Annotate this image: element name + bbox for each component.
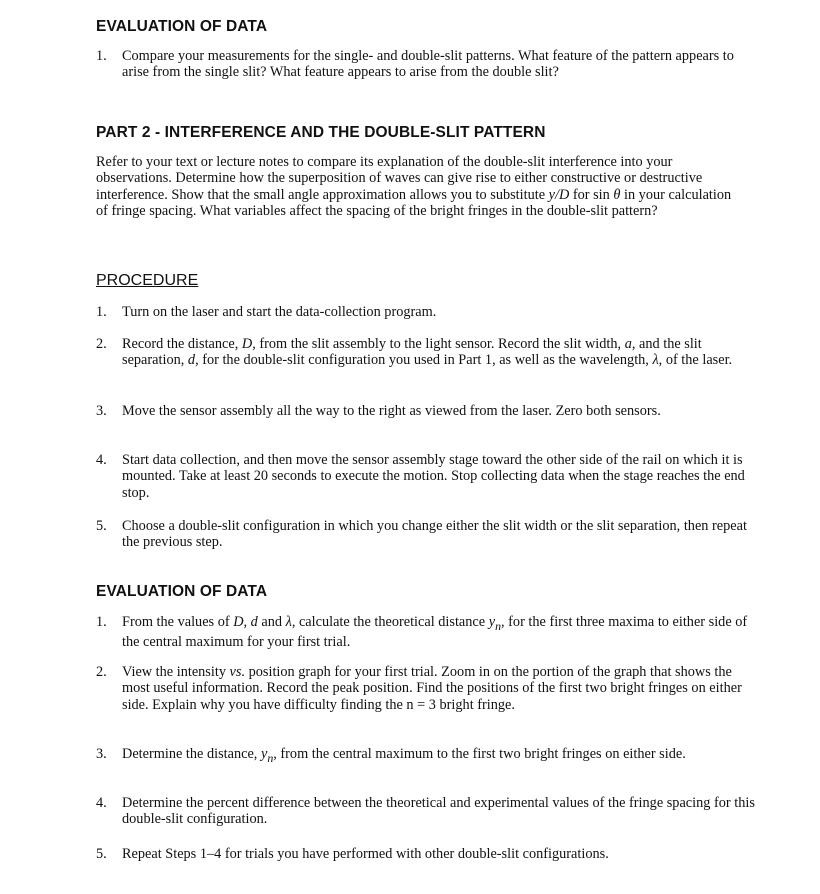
eval2-item-3 — [96, 746, 756, 766]
text-fragment: Record the distance, — [122, 336, 242, 352]
list-number: 3. — [96, 746, 107, 762]
list-number: 1. — [96, 304, 107, 320]
list-text: Compare your measurements for the single- and double-slit patterns. What feature of the pattern appears to arise from the single slit? What feature appears to arise from the double slit? — [122, 48, 734, 81]
list-text: Choose a double-slit configuration in which you change either the slit width or the slit separation, then repeat the previous step. — [122, 518, 747, 551]
text-fragment: From the values of — [122, 614, 234, 630]
part2-text-a: Refer to your text or lecture notes to compare its explanation of the double-slit interference into your observations. Determine how the superposition of waves can give rise to either constructive or destructive interference. Show that the small angle approximation allows you to substitute — [96, 154, 703, 203]
text-fragment: , for the double-slit configuration you used in Part 1, as well as the wavelength, — [195, 352, 653, 369]
text-fragment: , calculate the theoretical distance — [291, 614, 489, 630]
list-number: 1. — [96, 48, 107, 64]
list-number: 2. — [96, 664, 107, 680]
text-fragment: and — [257, 614, 286, 630]
var-D: D — [241, 336, 253, 352]
list-text — [122, 336, 756, 369]
section-heading-procedure: PROCEDURE — [96, 272, 199, 289]
var-d: d — [187, 352, 196, 369]
part2-text-b: for sin — [569, 186, 614, 203]
part2-paragraph — [96, 154, 746, 219]
text-fragment: Determine the distance, — [122, 746, 261, 762]
list-text: Start data collection, and then move the sensor assembly stage toward the other side of the rail on which it is mounted. Take at least 20 seconds to execute the motion. Stop collecting data when the stage reaches the end stop. — [122, 452, 745, 501]
var-y: y — [260, 746, 268, 762]
text-fragment: , of the laser. — [658, 352, 733, 369]
list-text: Determine the percent difference between the theoretical and experimental values of the fringe spacing for this double-slit configuration. — [122, 795, 755, 828]
var-lambda: λ — [285, 614, 292, 630]
part2-text-c: in your calculation of fringe spacing. What variables affect the spacing of the bright fringes in the double-slit pattern? — [96, 186, 732, 219]
procedure-item-3 — [96, 403, 756, 419]
eval2-item-5 — [96, 846, 756, 862]
text-fragment: , for the first three maxima to either side of the central maximum for your first trial. — [122, 614, 748, 651]
list-text: Move the sensor assembly all the way to the right as viewed from the laser. Zero both sensors. — [122, 403, 661, 419]
var-y: y — [488, 614, 496, 630]
list-number: 5. — [96, 846, 107, 862]
var-lambda: λ — [652, 352, 659, 369]
text-fragment: View the intensity — [122, 664, 230, 680]
var-n: n — [267, 750, 274, 765]
procedure-item-1 — [96, 304, 756, 320]
list-number: 1. — [96, 614, 107, 630]
var-D-d: D, d — [233, 614, 258, 630]
procedure-item-2 — [96, 336, 756, 369]
text-fragment: , and the slit separation, — [122, 336, 702, 369]
procedure-item-4 — [96, 452, 756, 501]
list-number: 2. — [96, 336, 107, 352]
var-vs: vs. — [229, 664, 246, 680]
list-number: 3. — [96, 403, 107, 419]
list-text — [122, 664, 756, 713]
list-text — [122, 746, 756, 766]
section-heading-evaluation-1: EVALUATION OF DATA — [96, 18, 268, 35]
var-theta: θ — [613, 186, 621, 203]
eval2-item-4 — [96, 795, 756, 828]
list-number: 5. — [96, 518, 107, 534]
text-fragment: , from the central maximum to the first two bright fringes on either side. — [273, 746, 686, 762]
var-y-over-d: y/D — [548, 186, 570, 203]
eval1-item-1 — [96, 48, 756, 81]
var-a: a — [624, 336, 632, 352]
section-heading-part2: PART 2 - INTERFERENCE AND THE DOUBLE-SLIT PATTERN — [96, 124, 546, 141]
var-n: n — [495, 618, 502, 633]
eval2-item-1 — [96, 614, 756, 650]
list-number: 4. — [96, 795, 107, 811]
list-text: Turn on the laser and start the data-collection program. — [122, 304, 437, 320]
list-text: Repeat Steps 1–4 for trials you have performed with other double-slit configurations. — [122, 846, 609, 862]
procedure-item-5 — [96, 518, 756, 551]
text-fragment: , from the slit assembly to the light sensor. Record the slit width, — [252, 336, 625, 352]
eval2-item-2 — [96, 664, 756, 713]
section-heading-evaluation-2: EVALUATION OF DATA — [96, 583, 268, 600]
text-fragment: position graph for your first trial. Zoom in on the portion of the graph that shows the most useful information. Record the peak position. Find the positions of the first two bright fringes on either side. Explain why you have difficulty finding the n = 3 bright fringe. — [122, 664, 742, 713]
list-text — [122, 614, 756, 650]
list-number: 4. — [96, 452, 107, 468]
